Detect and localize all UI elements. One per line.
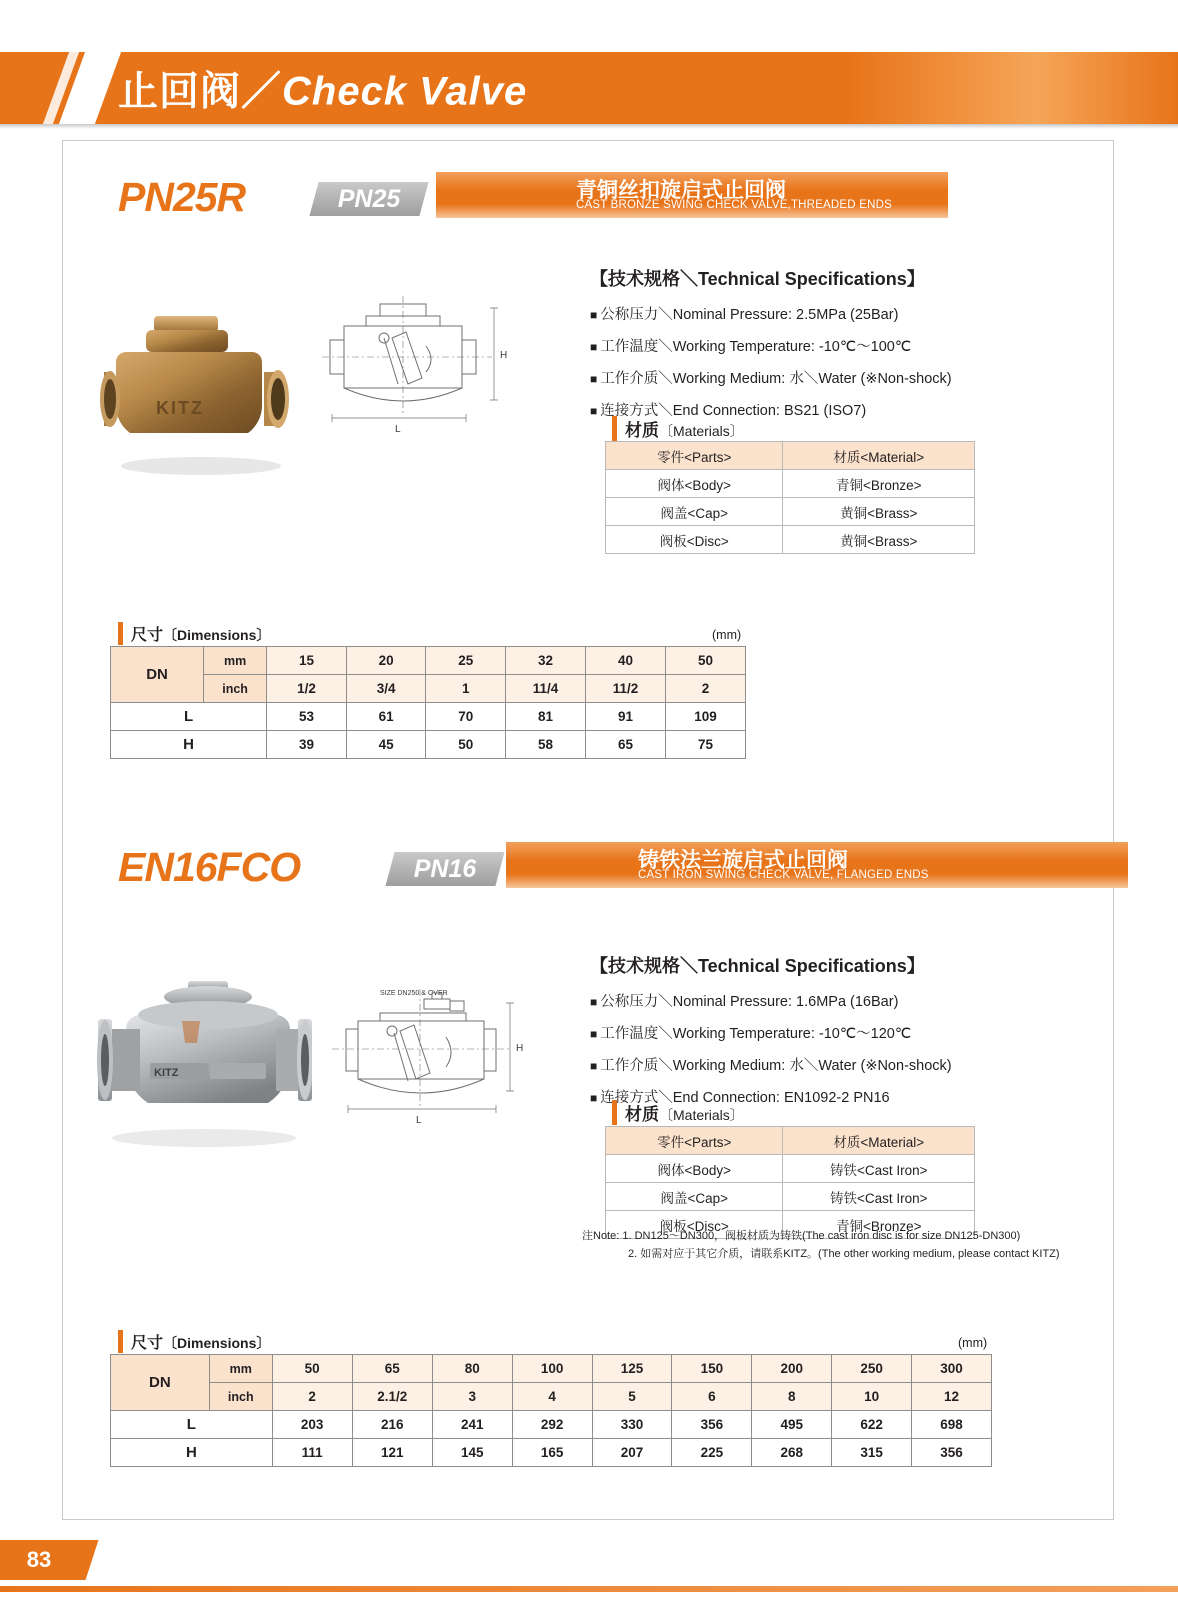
bullet-square-icon: ■ xyxy=(590,1059,598,1073)
spec-block-pn25r xyxy=(590,265,1020,431)
materials-cell: 青铜<Bronze> xyxy=(783,1211,975,1239)
dimensions-cell: 2 xyxy=(666,675,746,703)
page-number-skew xyxy=(58,1540,99,1580)
dimensions-cell: 40 xyxy=(586,647,666,675)
dimensions-cell: 356 xyxy=(912,1439,992,1467)
dimensions-cell: 6 xyxy=(672,1383,752,1411)
materials-title-en16fco xyxy=(612,1100,744,1125)
materials-table-en16fco xyxy=(605,1126,975,1239)
dimensions-title-en: 〔Dimensions〕 xyxy=(163,627,271,643)
dimensions-cell: 100 xyxy=(512,1355,592,1383)
dimensions-cell: 300 xyxy=(912,1355,992,1383)
dimensions-cell: 70 xyxy=(426,703,505,731)
product-name-en: CAST BRONZE SWING CHECK VALVE,THREADED ENDS xyxy=(576,199,892,211)
dimensions-cell: 2.1/2 xyxy=(352,1383,432,1411)
dimensions-title-en16fco xyxy=(118,1330,270,1353)
materials-title-en: 〔Materials〕 xyxy=(659,423,744,439)
dimensions-cell: 11/4 xyxy=(505,675,585,703)
dimensions-cell: 145 xyxy=(432,1439,512,1467)
dimensions-label-h: H xyxy=(111,731,267,759)
table-row xyxy=(111,1383,992,1411)
dimensions-label-dn: DN xyxy=(111,647,204,703)
dimensions-cell: 203 xyxy=(272,1411,352,1439)
dimensions-unit-mm: mm xyxy=(209,1355,272,1383)
dimensions-cell: 150 xyxy=(672,1355,752,1383)
dimensions-cell: 207 xyxy=(592,1439,672,1467)
bullet-square-icon: ■ xyxy=(590,372,598,386)
product-pn-label: PN16 xyxy=(413,855,477,883)
table-row xyxy=(606,498,975,526)
product-band-pn25r xyxy=(436,172,948,218)
table-row xyxy=(111,1439,992,1467)
dimensions-cell: 12 xyxy=(912,1383,992,1411)
spec-text: 工作温度＼Working Temperature: -10℃～100℃ xyxy=(600,339,912,355)
spec-text: 公称压力＼Nominal Pressure: 2.5MPa (25Bar) xyxy=(600,307,899,323)
spec-line-temperature xyxy=(590,1022,1020,1043)
dimensions-cell: 121 xyxy=(352,1439,432,1467)
spec-line-temperature xyxy=(590,335,1020,356)
dimensions-cell: 32 xyxy=(505,647,585,675)
spec-line-medium xyxy=(590,1054,1020,1075)
spec-text: 连接方式＼End Connection: BS21 (ISO7) xyxy=(600,403,867,419)
spec-text: 连接方式＼End Connection: EN1092-2 PN16 xyxy=(600,1090,890,1106)
dimensions-cell: 216 xyxy=(352,1411,432,1439)
dimensions-cell: 50 xyxy=(666,647,746,675)
page-title-en: Check Valve xyxy=(282,69,528,114)
dimensions-cell: 330 xyxy=(592,1411,672,1439)
dimensions-unit-inch: inch xyxy=(209,1383,272,1411)
materials-cell: 黄铜<Brass> xyxy=(783,498,975,526)
dimensions-table-en16fco xyxy=(110,1354,992,1467)
table-row xyxy=(111,1355,992,1383)
dimensions-cell: 292 xyxy=(512,1411,592,1439)
dimensions-cell: 20 xyxy=(346,647,426,675)
materials-table-pn25r xyxy=(605,441,975,554)
dimensions-cell: 250 xyxy=(832,1355,912,1383)
materials-cell: 阀板<Disc> xyxy=(606,1211,783,1239)
materials-header-parts: 零件<Parts> xyxy=(606,1127,783,1155)
table-row xyxy=(606,470,975,498)
dimensions-cell: 2 xyxy=(272,1383,352,1411)
dimensions-cell: 165 xyxy=(512,1439,592,1467)
note-line-1: 注Note: 1. DN125～DN300，阀板材质为铸铁(The cast iron disc is for size DN125-DN300) xyxy=(582,1230,1021,1242)
dimensions-cell: 80 xyxy=(432,1355,512,1383)
dimensions-cell: 495 xyxy=(752,1411,832,1439)
materials-cell: 阀体<Body> xyxy=(606,470,783,498)
drawing-size-note: SIZE DN250 & OVER xyxy=(380,990,448,997)
dimensions-cell: 356 xyxy=(672,1411,752,1439)
dimensions-unit-inch: inch xyxy=(204,675,267,703)
product-drawing-en16fco xyxy=(328,985,528,1161)
bullet-square-icon: ■ xyxy=(590,308,598,322)
dimensions-cell: 61 xyxy=(346,703,426,731)
dimensions-cell: 53 xyxy=(267,703,347,731)
materials-cell: 阀体<Body> xyxy=(606,1155,783,1183)
page-number: 83 xyxy=(26,1547,52,1572)
dimensions-cell: 15 xyxy=(267,647,347,675)
dimensions-unit-en16fco: (mm) xyxy=(958,1336,988,1350)
materials-cell: 铸铁<Cast Iron> xyxy=(783,1155,975,1183)
spec-text: 公称压力＼Nominal Pressure: 1.6MPa (16Bar) xyxy=(600,994,899,1010)
product-photo-en16fco xyxy=(92,975,312,1155)
dimensions-cell: 1 xyxy=(426,675,505,703)
spec-text: 工作介质＼Working Medium: 水＼Water (※Non-shock) xyxy=(600,1058,952,1074)
dimensions-table-pn25r xyxy=(110,646,746,759)
dimensions-cell: 109 xyxy=(666,703,746,731)
product-drawing-pn25r xyxy=(322,292,530,482)
materials-title-en: 〔Materials〕 xyxy=(659,1107,744,1123)
dimensions-title-en: 〔Dimensions〕 xyxy=(163,1335,271,1351)
svg-text:H: H xyxy=(516,1043,524,1054)
product-pn-badge xyxy=(309,182,428,216)
spec-line-pressure xyxy=(590,990,1020,1011)
dimensions-cell: 25 xyxy=(426,647,505,675)
table-row xyxy=(111,647,746,675)
materials-header-material: 材质<Material> xyxy=(783,1127,975,1155)
dimensions-unit-mm: mm xyxy=(204,647,267,675)
table-row xyxy=(606,526,975,554)
product-code: EN16FCO xyxy=(118,844,301,890)
materials-header-material: 材质<Material> xyxy=(783,442,975,470)
note-line-2: 2. 如需对应于其它介质，请联系KITZ。(The other working medium, please contact KITZ) xyxy=(628,1248,1060,1260)
dimensions-cell: 50 xyxy=(426,731,505,759)
dimensions-cell: 45 xyxy=(346,731,426,759)
table-row xyxy=(606,442,975,470)
bullet-square-icon: ■ xyxy=(590,340,598,354)
product-band-en16fco xyxy=(506,842,1128,888)
page-number-badge xyxy=(0,1540,78,1580)
table-row xyxy=(111,675,746,703)
spec-title: 【技术规格＼Technical Specifications】 xyxy=(590,269,925,289)
materials-cell: 阀板<Disc> xyxy=(606,526,783,554)
footer-rule xyxy=(0,1586,1178,1592)
bullet-square-icon: ■ xyxy=(590,995,598,1009)
materials-cell: 阀盖<Cap> xyxy=(606,1183,783,1211)
dimensions-cell: 4 xyxy=(512,1383,592,1411)
page-header xyxy=(0,52,1178,124)
table-row xyxy=(111,703,746,731)
dimensions-title-cn: 尺寸 xyxy=(118,622,163,645)
materials-cell: 铸铁<Cast Iron> xyxy=(783,1183,975,1211)
svg-text:L: L xyxy=(395,424,401,435)
dimensions-cell: 50 xyxy=(272,1355,352,1383)
materials-title-pn25r xyxy=(612,416,744,441)
svg-text:KITZ: KITZ xyxy=(156,398,204,418)
dimensions-cell: 10 xyxy=(832,1383,912,1411)
dimensions-label-l: L xyxy=(111,703,267,731)
dimensions-unit-pn25r: (mm) xyxy=(712,628,742,642)
dimensions-cell: 11/2 xyxy=(586,675,666,703)
dimensions-cell: 81 xyxy=(505,703,585,731)
header-shadow xyxy=(0,124,1178,129)
dimensions-cell: 3/4 xyxy=(346,675,426,703)
dimensions-cell: 125 xyxy=(592,1355,672,1383)
product-name-en: CAST IRON SWING CHECK VALVE, FLANGED ENDS xyxy=(638,869,929,881)
dimensions-label-l: L xyxy=(111,1411,273,1439)
spec-line-pressure xyxy=(590,303,1020,324)
spec-text: 工作介质＼Working Medium: 水＼Water (※Non-shock) xyxy=(600,371,952,387)
dimensions-cell: 58 xyxy=(505,731,585,759)
product-photo-pn25r xyxy=(96,290,306,480)
table-row xyxy=(606,1183,975,1211)
dimensions-cell: 3 xyxy=(432,1383,512,1411)
materials-title-cn: 材质 xyxy=(612,1100,659,1125)
svg-text:L: L xyxy=(416,1115,422,1126)
spec-title: 【技术规格＼Technical Specifications】 xyxy=(590,956,925,976)
dimensions-cell: 75 xyxy=(666,731,746,759)
spec-line-medium xyxy=(590,367,1020,388)
bullet-square-icon: ■ xyxy=(590,1027,598,1041)
page-title-cn: 止回阀／ xyxy=(118,69,282,114)
dimensions-cell: 241 xyxy=(432,1411,512,1439)
svg-text:H: H xyxy=(500,350,508,361)
dimensions-title-cn: 尺寸 xyxy=(118,1330,163,1353)
materials-title-cn: 材质 xyxy=(612,416,659,441)
dimensions-cell: 5 xyxy=(592,1383,672,1411)
dimensions-cell: 622 xyxy=(832,1411,912,1439)
materials-cell: 阀盖<Cap> xyxy=(606,498,783,526)
svg-text:KITZ: KITZ xyxy=(154,1067,179,1079)
dimensions-cell: 8 xyxy=(752,1383,832,1411)
product-pn-label: PN25 xyxy=(337,185,401,213)
spec-block-en16fco xyxy=(590,952,1020,1118)
dimensions-cell: 111 xyxy=(272,1439,352,1467)
table-row xyxy=(606,1155,975,1183)
dimensions-cell: 315 xyxy=(832,1439,912,1467)
dimensions-cell: 225 xyxy=(672,1439,752,1467)
dimensions-cell: 698 xyxy=(912,1411,992,1439)
dimensions-cell: 91 xyxy=(586,703,666,731)
product-name-cn: 铸铁法兰旋启式止回阀 xyxy=(638,849,848,872)
dimensions-cell: 39 xyxy=(267,731,347,759)
product-pn-badge xyxy=(385,852,504,886)
table-row xyxy=(606,1127,975,1155)
materials-header-parts: 零件<Parts> xyxy=(606,442,783,470)
dimensions-cell: 65 xyxy=(586,731,666,759)
table-row xyxy=(111,1411,992,1439)
dimensions-cell: 65 xyxy=(352,1355,432,1383)
bullet-square-icon: ■ xyxy=(590,404,598,418)
materials-cell: 青铜<Bronze> xyxy=(783,470,975,498)
product-title-en16fco xyxy=(118,842,1028,894)
materials-cell: 黄铜<Brass> xyxy=(783,526,975,554)
dimensions-title-pn25r xyxy=(118,622,270,645)
product-name-cn: 青铜丝扣旋启式止回阀 xyxy=(576,179,786,202)
product-code: PN25R xyxy=(118,174,246,220)
bullet-square-icon: ■ xyxy=(590,1091,598,1105)
product-title-pn25r xyxy=(118,172,948,224)
page-title xyxy=(118,60,527,117)
dimensions-cell: 1/2 xyxy=(267,675,347,703)
spec-text: 工作温度＼Working Temperature: -10℃～120℃ xyxy=(600,1026,912,1042)
dimensions-label-dn: DN xyxy=(111,1355,210,1411)
table-row xyxy=(111,731,746,759)
dimensions-cell: 268 xyxy=(752,1439,832,1467)
dimensions-label-h: H xyxy=(111,1439,273,1467)
dimensions-cell: 200 xyxy=(752,1355,832,1383)
